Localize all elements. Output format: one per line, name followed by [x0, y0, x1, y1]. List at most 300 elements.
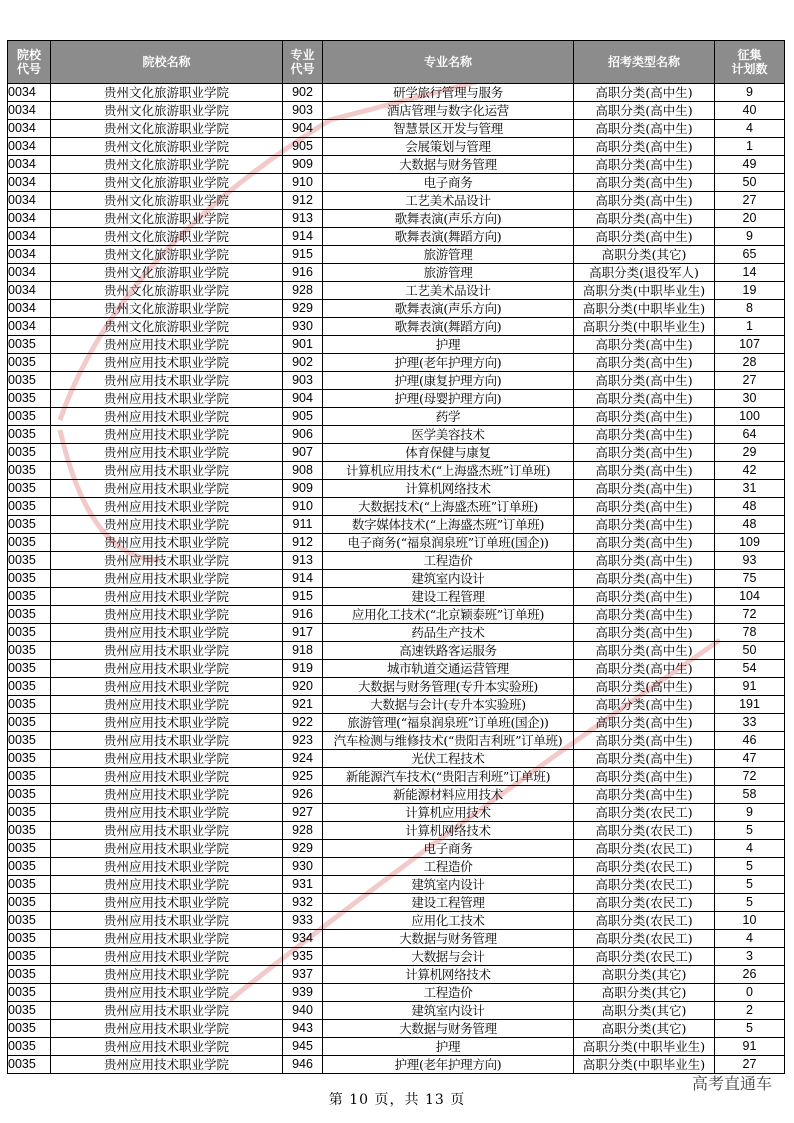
plan-count-cell: 65: [715, 246, 785, 264]
major-code-cell: 902: [283, 84, 323, 102]
plan-count-cell: 10: [715, 912, 785, 930]
major-name-cell: 护理(老年护理方向): [323, 1056, 574, 1074]
plan-count-cell: 42: [715, 462, 785, 480]
table-row: [8, 300, 785, 318]
plan-count-cell: 107: [715, 336, 785, 354]
major-code-cell: 928: [283, 282, 323, 300]
school-code-cell: 0034: [8, 282, 51, 300]
plan-count-cell: 91: [715, 678, 785, 696]
plan-count-cell: 72: [715, 768, 785, 786]
school-name-cell: 贵州文化旅游职业学院: [51, 84, 283, 102]
table-row: [8, 750, 785, 768]
exam-type-cell: 高职分类(高中生): [574, 750, 715, 768]
exam-type-cell: 高职分类(中职毕业生): [574, 1038, 715, 1056]
plan-count-cell: 40: [715, 102, 785, 120]
table-row: [8, 426, 785, 444]
school-name-cell: 贵州应用技术职业学院: [51, 372, 283, 390]
exam-type-cell: 高职分类(高中生): [574, 336, 715, 354]
school-name-cell: 贵州文化旅游职业学院: [51, 246, 283, 264]
exam-type-cell: 高职分类(中职毕业生): [574, 318, 715, 336]
plan-count-cell: 14: [715, 264, 785, 282]
exam-type-cell: 高职分类(农民工): [574, 858, 715, 876]
major-code-cell: 930: [283, 318, 323, 336]
school-name-cell: 贵州应用技术职业学院: [51, 894, 283, 912]
school-code-cell: 0035: [8, 336, 51, 354]
exam-type-cell: 高职分类(农民工): [574, 912, 715, 930]
school-name-cell: 贵州文化旅游职业学院: [51, 228, 283, 246]
exam-type-cell: 高职分类(高中生): [574, 696, 715, 714]
plan-count-cell: 5: [715, 858, 785, 876]
school-code-cell: 0034: [8, 120, 51, 138]
major-code-cell: 909: [283, 480, 323, 498]
source-logo: 高考直通车: [691, 1074, 772, 1093]
school-code-cell: 0034: [8, 300, 51, 318]
major-name-cell: 研学旅行管理与服务: [323, 84, 574, 102]
plan-count-cell: 64: [715, 426, 785, 444]
major-code-cell: 928: [283, 822, 323, 840]
table-row: [8, 966, 785, 984]
major-name-cell: 护理(母婴护理方向): [323, 390, 574, 408]
school-code-cell: 0035: [8, 948, 51, 966]
major-code-cell: 901: [283, 336, 323, 354]
exam-type-cell: 高职分类(高中生): [574, 534, 715, 552]
major-name-cell: 建设工程管理: [323, 894, 574, 912]
exam-type-cell: 高职分类(农民工): [574, 822, 715, 840]
school-code-cell: 0035: [8, 1020, 51, 1038]
exam-type-cell: 高职分类(高中生): [574, 714, 715, 732]
school-code-cell: 0034: [8, 174, 51, 192]
table-row: [8, 768, 785, 786]
major-name-cell: 大数据与财务管理: [323, 156, 574, 174]
school-name-cell: 贵州应用技术职业学院: [51, 606, 283, 624]
school-code-cell: 0035: [8, 696, 51, 714]
school-name-cell: 贵州应用技术职业学院: [51, 822, 283, 840]
exam-type-cell: 高职分类(高中生): [574, 426, 715, 444]
school-name-cell: 贵州文化旅游职业学院: [51, 138, 283, 156]
exam-type-cell: 高职分类(高中生): [574, 768, 715, 786]
table-row: [8, 1002, 785, 1020]
plan-count-cell: 5: [715, 822, 785, 840]
major-code-cell: 915: [283, 246, 323, 264]
table-row: [8, 84, 785, 102]
exam-type-cell: 高职分类(高中生): [574, 354, 715, 372]
school-name-cell: 贵州应用技术职业学院: [51, 1002, 283, 1020]
major-code-cell: 902: [283, 354, 323, 372]
plan-count-cell: 91: [715, 1038, 785, 1056]
major-code-cell: 910: [283, 498, 323, 516]
school-name-cell: 贵州应用技术职业学院: [51, 534, 283, 552]
major-code-cell: 909: [283, 156, 323, 174]
major-name-cell: 智慧景区开发与管理: [323, 120, 574, 138]
table-row: [8, 390, 785, 408]
school-code-cell: 0034: [8, 210, 51, 228]
major-name-cell: 计算机网络技术: [323, 822, 574, 840]
table-row: [8, 552, 785, 570]
plan-count-cell: 4: [715, 840, 785, 858]
exam-type-cell: 高职分类(中职毕业生): [574, 282, 715, 300]
major-name-cell: 旅游管理: [323, 264, 574, 282]
school-code-cell: 0035: [8, 1038, 51, 1056]
major-name-cell: 工艺美术品设计: [323, 282, 574, 300]
major-name-cell: 应用化工技术: [323, 912, 574, 930]
school-name-cell: 贵州应用技术职业学院: [51, 678, 283, 696]
school-name-cell: 贵州文化旅游职业学院: [51, 264, 283, 282]
exam-type-cell: 高职分类(高中生): [574, 192, 715, 210]
school-code-cell: 0034: [8, 246, 51, 264]
plan-count-cell: 54: [715, 660, 785, 678]
exam-type-cell: 高职分类(高中生): [574, 516, 715, 534]
school-name-cell: 贵州应用技术职业学院: [51, 660, 283, 678]
header-school-name: [51, 41, 283, 84]
table-row: [8, 372, 785, 390]
table-row: [8, 336, 785, 354]
header-major-code-label: 专业 代号: [290, 48, 315, 76]
school-code-cell: 0034: [8, 102, 51, 120]
table-row: [8, 408, 785, 426]
table-row: [8, 444, 785, 462]
header-plan: [715, 41, 785, 84]
exam-type-cell: 高职分类(中职毕业生): [574, 1056, 715, 1074]
plan-count-cell: 58: [715, 786, 785, 804]
school-code-cell: 0034: [8, 228, 51, 246]
school-name-cell: 贵州应用技术职业学院: [51, 912, 283, 930]
table-row: [8, 516, 785, 534]
school-code-cell: 0034: [8, 264, 51, 282]
exam-type-cell: 高职分类(农民工): [574, 840, 715, 858]
plan-count-cell: 48: [715, 498, 785, 516]
plan-count-cell: 3: [715, 948, 785, 966]
exam-type-cell: 高职分类(高中生): [574, 372, 715, 390]
major-code-cell: 913: [283, 552, 323, 570]
major-code-cell: 922: [283, 714, 323, 732]
plan-count-cell: 26: [715, 966, 785, 984]
school-name-cell: 贵州应用技术职业学院: [51, 804, 283, 822]
school-name-cell: 贵州应用技术职业学院: [51, 786, 283, 804]
table-row: [8, 858, 785, 876]
school-code-cell: 0035: [8, 822, 51, 840]
school-code-cell: 0035: [8, 354, 51, 372]
plan-count-cell: 4: [715, 930, 785, 948]
exam-type-cell: 高职分类(农民工): [574, 804, 715, 822]
school-name-cell: 贵州应用技术职业学院: [51, 552, 283, 570]
plan-count-cell: 75: [715, 570, 785, 588]
school-name-cell: 贵州应用技术职业学院: [51, 426, 283, 444]
major-name-cell: 建设工程管理: [323, 588, 574, 606]
school-name-cell: 贵州应用技术职业学院: [51, 336, 283, 354]
plan-count-cell: 28: [715, 354, 785, 372]
major-name-cell: 工程造价: [323, 984, 574, 1002]
table-row: [8, 1020, 785, 1038]
school-name-cell: 贵州应用技术职业学院: [51, 408, 283, 426]
table-body: [8, 84, 785, 1074]
table-row: [8, 624, 785, 642]
major-code-cell: 908: [283, 462, 323, 480]
school-code-cell: 0035: [8, 894, 51, 912]
table-row: [8, 984, 785, 1002]
plan-count-cell: 5: [715, 876, 785, 894]
major-code-cell: 935: [283, 948, 323, 966]
table-row: [8, 534, 785, 552]
plan-count-cell: 100: [715, 408, 785, 426]
major-name-cell: 护理: [323, 1038, 574, 1056]
school-code-cell: 0035: [8, 372, 51, 390]
table-row: [8, 1056, 785, 1074]
plan-count-cell: 30: [715, 390, 785, 408]
major-name-cell: 城市轨道交通运营管理: [323, 660, 574, 678]
table-row: [8, 876, 785, 894]
major-name-cell: 计算机应用技术(“上海盛杰班”订单班): [323, 462, 574, 480]
table-row: [8, 714, 785, 732]
exam-type-cell: 高职分类(退役军人): [574, 264, 715, 282]
header-major-name: [323, 41, 574, 84]
major-code-cell: 920: [283, 678, 323, 696]
school-code-cell: 0035: [8, 570, 51, 588]
school-name-cell: 贵州应用技术职业学院: [51, 714, 283, 732]
school-name-cell: 贵州应用技术职业学院: [51, 948, 283, 966]
school-name-cell: 贵州应用技术职业学院: [51, 876, 283, 894]
major-name-cell: 旅游管理(“福泉润泉班”订单班(国企)): [323, 714, 574, 732]
major-code-cell: 929: [283, 300, 323, 318]
major-code-cell: 905: [283, 408, 323, 426]
major-code-cell: 903: [283, 102, 323, 120]
exam-type-cell: 高职分类(高中生): [574, 84, 715, 102]
plan-count-cell: 1: [715, 318, 785, 336]
exam-type-cell: 高职分类(农民工): [574, 948, 715, 966]
major-name-cell: 护理(老年护理方向): [323, 354, 574, 372]
major-name-cell: 药品生产技术: [323, 624, 574, 642]
table-row: [8, 480, 785, 498]
school-name-cell: 贵州应用技术职业学院: [51, 444, 283, 462]
school-code-cell: 0035: [8, 498, 51, 516]
major-code-cell: 919: [283, 660, 323, 678]
school-code-cell: 0035: [8, 750, 51, 768]
school-code-cell: 0035: [8, 840, 51, 858]
header-exam-type-label: 招考类型名称: [607, 55, 680, 69]
major-name-cell: 体育保健与康复: [323, 444, 574, 462]
table-row: [8, 804, 785, 822]
major-code-cell: 929: [283, 840, 323, 858]
major-name-cell: 护理: [323, 336, 574, 354]
major-name-cell: 计算机网络技术: [323, 480, 574, 498]
table-row: [8, 840, 785, 858]
plan-count-cell: 50: [715, 174, 785, 192]
school-code-cell: 0035: [8, 660, 51, 678]
school-code-cell: 0035: [8, 1002, 51, 1020]
major-code-cell: 910: [283, 174, 323, 192]
major-code-cell: 932: [283, 894, 323, 912]
school-code-cell: 0035: [8, 534, 51, 552]
plan-count-cell: 33: [715, 714, 785, 732]
school-code-cell: 0035: [8, 984, 51, 1002]
major-name-cell: 大数据与财务管理: [323, 930, 574, 948]
major-name-cell: 新能源材料应用技术: [323, 786, 574, 804]
school-code-cell: 0034: [8, 156, 51, 174]
table-row: [8, 156, 785, 174]
major-code-cell: 937: [283, 966, 323, 984]
school-name-cell: 贵州应用技术职业学院: [51, 390, 283, 408]
major-name-cell: 会展策划与管理: [323, 138, 574, 156]
major-code-cell: 934: [283, 930, 323, 948]
school-name-cell: 贵州应用技术职业学院: [51, 588, 283, 606]
table-row: [8, 912, 785, 930]
school-name-cell: 贵州应用技术职业学院: [51, 840, 283, 858]
school-code-cell: 0034: [8, 138, 51, 156]
plan-count-cell: 31: [715, 480, 785, 498]
table-row: [8, 1038, 785, 1056]
exam-type-cell: 高职分类(中职毕业生): [574, 300, 715, 318]
major-name-cell: 建筑室内设计: [323, 1002, 574, 1020]
exam-type-cell: 高职分类(高中生): [574, 174, 715, 192]
table-row: [8, 210, 785, 228]
major-code-cell: 903: [283, 372, 323, 390]
school-code-cell: 0035: [8, 930, 51, 948]
school-name-cell: 贵州文化旅游职业学院: [51, 192, 283, 210]
exam-type-cell: 高职分类(高中生): [574, 228, 715, 246]
major-code-cell: 915: [283, 588, 323, 606]
table-row: [8, 786, 785, 804]
school-name-cell: 贵州文化旅游职业学院: [51, 300, 283, 318]
table-row: [8, 318, 785, 336]
school-code-cell: 0035: [8, 714, 51, 732]
plan-count-cell: 48: [715, 516, 785, 534]
exam-type-cell: 高职分类(高中生): [574, 462, 715, 480]
table-row: [8, 246, 785, 264]
school-code-cell: 0034: [8, 192, 51, 210]
major-name-cell: 歌舞表演(舞蹈方向): [323, 318, 574, 336]
header-exam-type: [574, 41, 715, 84]
major-code-cell: 933: [283, 912, 323, 930]
table-row: [8, 264, 785, 282]
plan-count-cell: 72: [715, 606, 785, 624]
exam-type-cell: 高职分类(高中生): [574, 642, 715, 660]
table-row: [8, 498, 785, 516]
major-name-cell: 汽车检测与维修技术(“贵阳吉利班”订单班): [323, 732, 574, 750]
plan-count-cell: 78: [715, 624, 785, 642]
school-code-cell: 0035: [8, 516, 51, 534]
major-code-cell: 914: [283, 570, 323, 588]
school-code-cell: 0035: [8, 876, 51, 894]
school-code-cell: 0035: [8, 390, 51, 408]
exam-type-cell: 高职分类(高中生): [574, 606, 715, 624]
major-code-cell: 945: [283, 1038, 323, 1056]
table-row: [8, 930, 785, 948]
plan-count-cell: 9: [715, 228, 785, 246]
major-code-cell: 904: [283, 390, 323, 408]
major-name-cell: 工程造价: [323, 858, 574, 876]
school-name-cell: 贵州应用技术职业学院: [51, 984, 283, 1002]
major-name-cell: 高速铁路客运服务: [323, 642, 574, 660]
school-name-cell: 贵州应用技术职业学院: [51, 570, 283, 588]
school-name-cell: 贵州文化旅游职业学院: [51, 120, 283, 138]
school-name-cell: 贵州文化旅游职业学院: [51, 102, 283, 120]
table-row: [8, 642, 785, 660]
exam-type-cell: 高职分类(其它): [574, 246, 715, 264]
major-name-cell: 旅游管理: [323, 246, 574, 264]
table-row: [8, 894, 785, 912]
school-name-cell: 贵州应用技术职业学院: [51, 1038, 283, 1056]
major-code-cell: 926: [283, 786, 323, 804]
exam-type-cell: 高职分类(高中生): [574, 390, 715, 408]
major-code-cell: 906: [283, 426, 323, 444]
major-name-cell: 建筑室内设计: [323, 570, 574, 588]
major-name-cell: 大数据与财务管理(专升本实验班): [323, 678, 574, 696]
plan-count-cell: 27: [715, 1056, 785, 1074]
school-name-cell: 贵州应用技术职业学院: [51, 642, 283, 660]
header-plan-label: 征集 计划数: [731, 48, 768, 76]
school-name-cell: 贵州应用技术职业学院: [51, 858, 283, 876]
school-code-cell: 0035: [8, 624, 51, 642]
header-school-code-label: 院校 代号: [16, 48, 41, 76]
school-code-cell: 0035: [8, 804, 51, 822]
exam-type-cell: 高职分类(高中生): [574, 138, 715, 156]
plan-count-cell: 2: [715, 1002, 785, 1020]
plan-count-cell: 9: [715, 84, 785, 102]
school-name-cell: 贵州应用技术职业学院: [51, 768, 283, 786]
school-name-cell: 贵州应用技术职业学院: [51, 750, 283, 768]
table-row: [8, 174, 785, 192]
exam-type-cell: 高职分类(农民工): [574, 876, 715, 894]
plan-count-cell: 49: [715, 156, 785, 174]
major-name-cell: 新能源汽车技术(“贵阳吉利班”订单班): [323, 768, 574, 786]
major-name-cell: 医学美容技术: [323, 426, 574, 444]
school-code-cell: 0035: [8, 642, 51, 660]
school-code-cell: 0035: [8, 768, 51, 786]
exam-type-cell: 高职分类(其它): [574, 1002, 715, 1020]
exam-type-cell: 高职分类(其它): [574, 984, 715, 1002]
major-code-cell: 911: [283, 516, 323, 534]
plan-count-cell: 8: [715, 300, 785, 318]
plan-count-cell: 109: [715, 534, 785, 552]
major-name-cell: 药学: [323, 408, 574, 426]
school-code-cell: 0035: [8, 732, 51, 750]
major-name-cell: 酒店管理与数字化运营: [323, 102, 574, 120]
school-name-cell: 贵州应用技术职业学院: [51, 516, 283, 534]
school-name-cell: 贵州应用技术职业学院: [51, 732, 283, 750]
table-row: [8, 228, 785, 246]
school-code-cell: 0035: [8, 552, 51, 570]
table-row: [8, 606, 785, 624]
header-school-name-label: 院校名称: [142, 55, 191, 69]
major-code-cell: 930: [283, 858, 323, 876]
major-code-cell: 940: [283, 1002, 323, 1020]
school-code-cell: 0035: [8, 786, 51, 804]
exam-type-cell: 高职分类(高中生): [574, 624, 715, 642]
major-name-cell: 护理(康复护理方向): [323, 372, 574, 390]
major-code-cell: 931: [283, 876, 323, 894]
table-row: [8, 822, 785, 840]
major-name-cell: 电子商务(“福泉润泉班”订单班(国企)): [323, 534, 574, 552]
school-code-cell: 0035: [8, 480, 51, 498]
plan-count-cell: 9: [715, 804, 785, 822]
school-name-cell: 贵州文化旅游职业学院: [51, 174, 283, 192]
exam-type-cell: 高职分类(农民工): [574, 894, 715, 912]
school-code-cell: 0035: [8, 462, 51, 480]
major-name-cell: 大数据与会计(专升本实验班): [323, 696, 574, 714]
major-name-cell: 计算机应用技术: [323, 804, 574, 822]
school-name-cell: 贵州应用技术职业学院: [51, 462, 283, 480]
school-code-cell: 0035: [8, 1056, 51, 1074]
plan-count-cell: 1: [715, 138, 785, 156]
school-code-cell: 0035: [8, 966, 51, 984]
header-major-code: [283, 41, 323, 84]
school-name-cell: 贵州应用技术职业学院: [51, 1056, 283, 1074]
school-code-cell: 0035: [8, 858, 51, 876]
table-row: [8, 678, 785, 696]
exam-type-cell: 高职分类(农民工): [574, 930, 715, 948]
school-name-cell: 贵州文化旅游职业学院: [51, 156, 283, 174]
exam-type-cell: 高职分类(高中生): [574, 480, 715, 498]
plan-count-cell: 29: [715, 444, 785, 462]
